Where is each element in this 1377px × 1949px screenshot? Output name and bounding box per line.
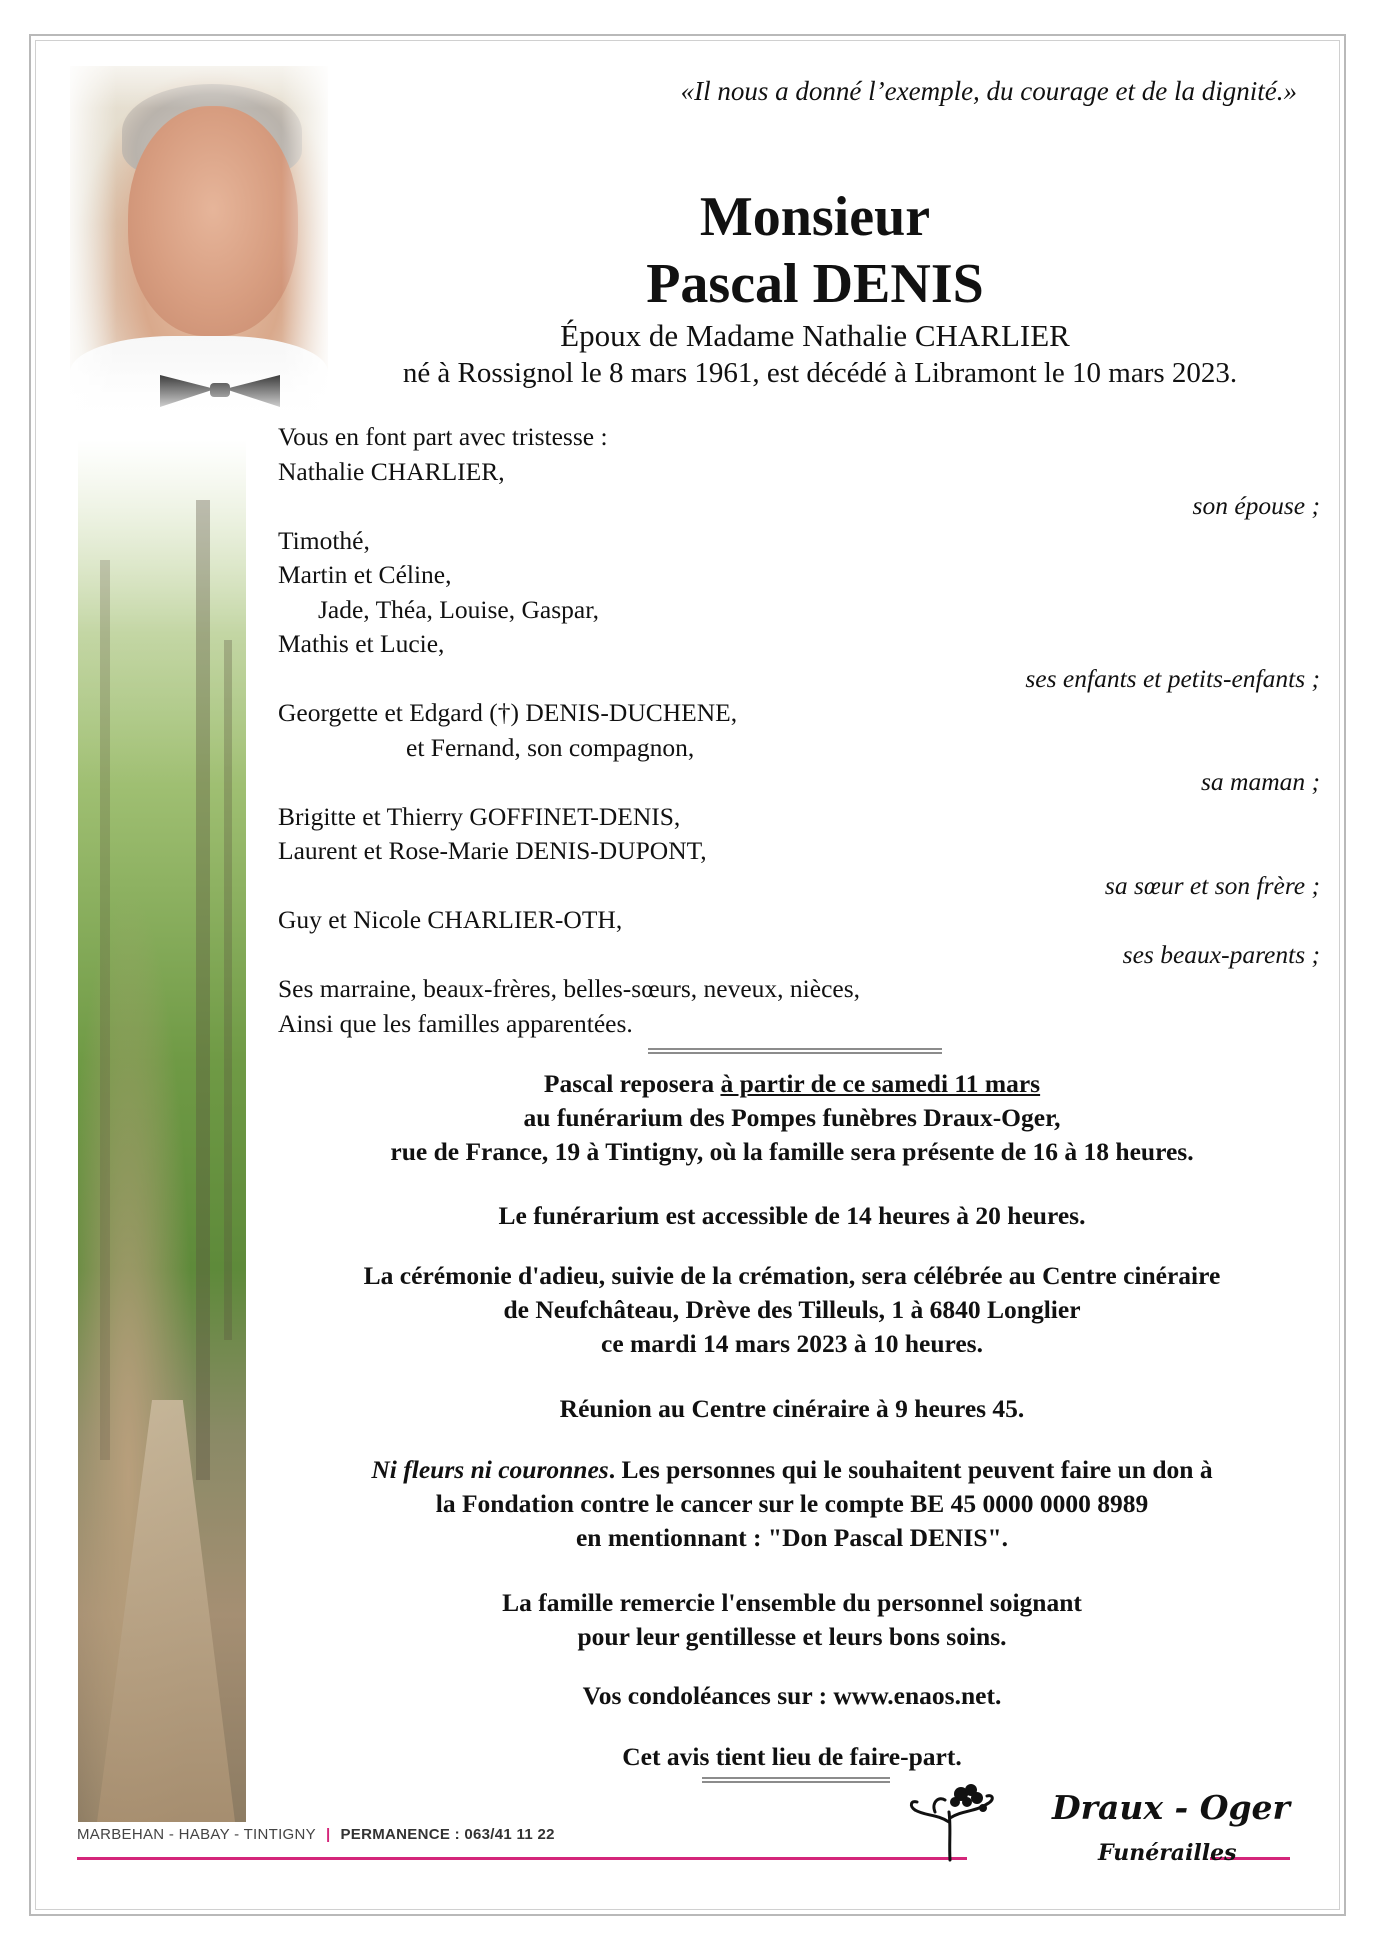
ceremony-line: ce mardi 14 mars 2023 à 10 heures. bbox=[601, 1329, 983, 1358]
tree-logo-icon bbox=[905, 1782, 1000, 1862]
footer-contact bbox=[77, 1826, 555, 1843]
family-closing: Ses marraine, beaux-frères, belles-sœurs, neveux, nièces, bbox=[278, 974, 861, 1003]
footer-permanence: PERMANENCE : 063/41 11 22 bbox=[340, 1826, 555, 1843]
family-relation: sa maman ; bbox=[1201, 767, 1320, 796]
ceremony-info bbox=[270, 1259, 1314, 1361]
forest-path-photo bbox=[78, 440, 246, 1822]
family-member: Nathalie CHARLIER, bbox=[278, 456, 505, 486]
deceased-name: Pascal DENIS bbox=[646, 253, 984, 315]
family-intro: Vous en font part avec tristesse : bbox=[278, 422, 608, 451]
repose-place: au funérarium des Pompes funèbres Draux-Oger, bbox=[523, 1103, 1061, 1132]
thanks-line: La famille remercie l'ensemble du personnel soignant bbox=[502, 1588, 1082, 1617]
family-list bbox=[278, 420, 1320, 1041]
epigraph-quote: «Il nous a donné l’exemple, du courage et de la dignité.» bbox=[680, 76, 1297, 106]
divider bbox=[648, 1048, 942, 1054]
condolences-link[interactable]: Vos condoléances sur : www.enaos.net. bbox=[582, 1681, 1002, 1710]
family-member: Mathis et Lucie, bbox=[278, 629, 445, 658]
family-relation: son épouse ; bbox=[1192, 491, 1320, 520]
company-logo-name: Draux - Oger bbox=[1052, 1788, 1290, 1827]
family-relation: sa sœur et son frère ; bbox=[1104, 870, 1320, 900]
family-member: Guy et Nicole CHARLIER-OTH, bbox=[278, 905, 623, 934]
repose-date: à partir de ce samedi 11 mars bbox=[720, 1069, 1041, 1098]
family-member: Timothé, bbox=[278, 525, 370, 555]
ceremony-line: La cérémonie d'adieu, suivie de la crémation, sera célébrée au Centre cinéraire bbox=[363, 1261, 1221, 1290]
family-member: Brigitte et Thierry GOFFINET-DENIS, bbox=[278, 801, 681, 831]
thanks-info bbox=[270, 1586, 1314, 1654]
footer-separator: | bbox=[325, 1826, 331, 1843]
flowers-emphasis: Ni fleurs ni couronnes bbox=[371, 1455, 609, 1484]
family-relation: ses enfants et petits-enfants ; bbox=[1025, 663, 1320, 693]
family-member: Jade, Théa, Louise, Gaspar, bbox=[318, 594, 600, 624]
ceremony-line: de Neufchâteau, Drève des Tilleuls, 1 à 6840 Longlier bbox=[503, 1295, 1081, 1324]
donation-account: la Fondation contre le cancer sur le compte BE 45 0000 0000 8989 bbox=[435, 1489, 1149, 1518]
footer-accent-line bbox=[77, 1857, 967, 1860]
notice-line: Cet avis tient lieu de faire-part. bbox=[622, 1742, 962, 1771]
company-logo-subtitle: Funérailles bbox=[1098, 1840, 1237, 1866]
repose-info bbox=[270, 1067, 1314, 1169]
family-relation: ses beaux-parents ; bbox=[1122, 939, 1320, 969]
access-info: Le funérarium est accessible de 14 heures à 20 heures. bbox=[498, 1201, 1086, 1230]
family-member: Laurent et Rose-Marie DENIS-DUPONT, bbox=[278, 836, 707, 865]
flowers-text: . Les personnes qui le souhaitent peuvent faire un don à bbox=[608, 1455, 1213, 1484]
divider bbox=[702, 1777, 890, 1783]
family-member: Martin et Céline, bbox=[278, 560, 452, 589]
family-member: et Fernand, son compagnon, bbox=[406, 732, 695, 762]
reunion-info: Réunion au Centre cinéraire à 9 heures 45. bbox=[559, 1394, 1025, 1423]
repose-text: Pascal reposera bbox=[543, 1069, 721, 1098]
family-closing: Ainsi que les familles apparentées. bbox=[278, 1008, 633, 1038]
honorific: Monsieur bbox=[699, 186, 931, 248]
birth-death-line: né à Rossignol le 8 mars 1961, est décédé à Libramont le 10 mars 2023. bbox=[402, 357, 1238, 389]
donation-mention: en mentionnant : "Don Pascal DENIS". bbox=[575, 1523, 1009, 1552]
family-member: Georgette et Edgard (†) DENIS-DUCHENE, bbox=[278, 698, 738, 727]
repose-address: rue de France, 19 à Tintigny, où la famille sera présente de 16 à 18 heures. bbox=[390, 1137, 1194, 1166]
spouse-line: Époux de Madame Nathalie CHARLIER bbox=[560, 318, 1070, 353]
portrait-photo bbox=[70, 66, 328, 418]
footer-locations: MARBEHAN - HABAY - TINTIGNY bbox=[77, 1826, 316, 1843]
flowers-info bbox=[270, 1453, 1314, 1555]
thanks-line: pour leur gentillesse et leurs bons soins. bbox=[577, 1622, 1007, 1651]
